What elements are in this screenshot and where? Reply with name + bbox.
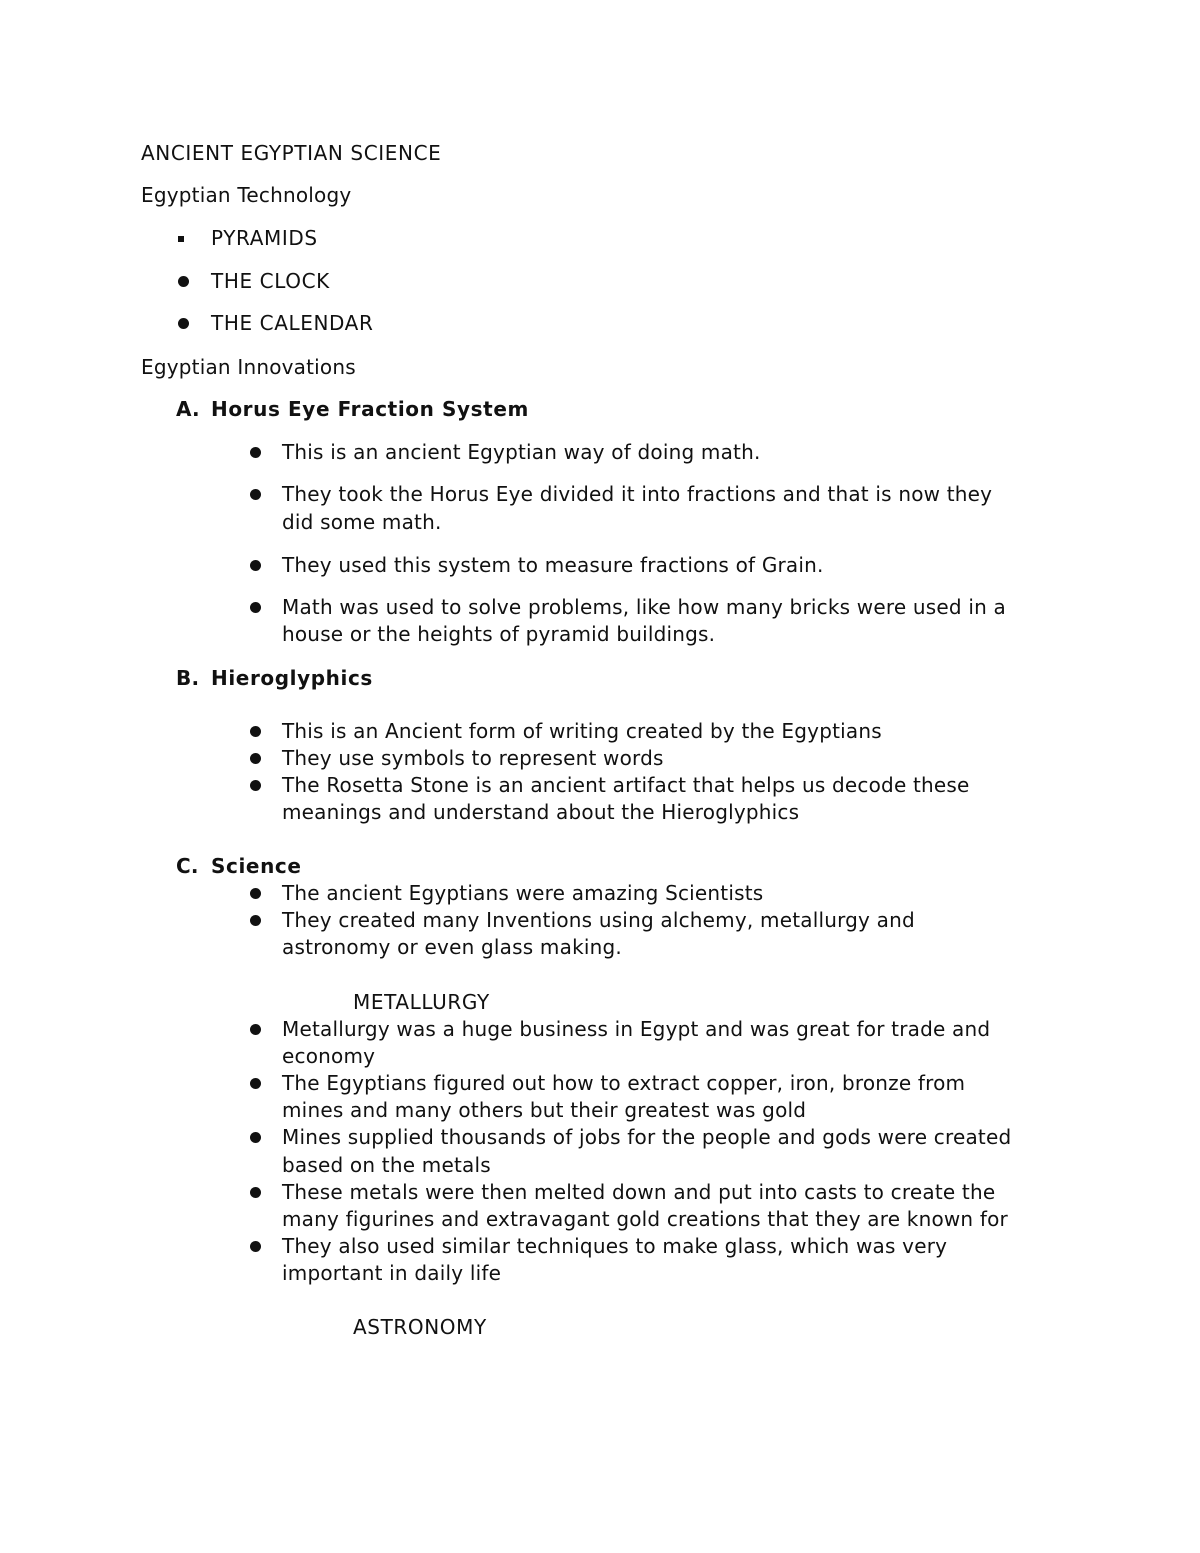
technology-heading: Egyptian Technology — [141, 183, 352, 207]
bullet-dot-icon — [250, 726, 261, 737]
list-item-text-continued: meanings and understand about the Hieroglyphics — [282, 800, 800, 824]
list-item-text-continued: astronomy or even glass making. — [282, 935, 622, 959]
list-item-text: They also used similar techniques to make glass, which was very — [282, 1234, 948, 1258]
bullet-dot-icon — [250, 489, 261, 500]
list-item-text: These metals were then melted down and put into casts to create the — [282, 1180, 996, 1204]
section-b-letter: B. — [176, 666, 200, 690]
technology-item: THE CLOCK — [211, 269, 330, 293]
list-item-text: They created many Inventions using alchemy, metallurgy and — [282, 908, 915, 932]
list-item-text: The Egyptians figured out how to extract copper, iron, bronze from — [282, 1071, 966, 1095]
list-item-text: They took the Horus Eye divided it into fractions and that is now they — [282, 482, 993, 506]
list-item-text: Math was used to solve problems, like how many bricks were used in a — [282, 595, 1006, 619]
bullet-dot-icon — [250, 560, 261, 571]
technology-item: PYRAMIDS — [211, 226, 318, 250]
list-item-text: The ancient Egyptians were amazing Scientists — [282, 881, 764, 905]
list-item-text: The Rosetta Stone is an ancient artifact that helps us decode these — [282, 773, 970, 797]
bullet-dot-icon — [250, 915, 261, 926]
section-c-letter: C. — [176, 854, 199, 878]
list-item-text: Mines supplied thousands of jobs for the people and gods were created — [282, 1125, 1012, 1149]
square-bullet-icon — [178, 236, 184, 242]
list-item-text-continued: economy — [282, 1044, 376, 1068]
list-item-text-continued: important in daily life — [282, 1261, 502, 1285]
bullet-dot-icon — [250, 1241, 261, 1252]
bullet-dot-icon — [250, 1078, 261, 1089]
innovations-heading: Egyptian Innovations — [141, 355, 356, 379]
list-item-text-continued: based on the metals — [282, 1153, 491, 1177]
section-a-letter: A. — [176, 397, 200, 421]
section-b-title: Hieroglyphics — [211, 666, 373, 690]
list-item-text: Metallurgy was a huge business in Egypt and was great for trade and — [282, 1017, 991, 1041]
section-c-title: Science — [211, 854, 302, 878]
bullet-dot-icon — [250, 1024, 261, 1035]
list-item-text-continued: did some math. — [282, 510, 442, 534]
bullet-dot-icon — [250, 1132, 261, 1143]
bullet-dot-icon — [178, 318, 189, 329]
list-item-text-continued: house or the heights of pyramid buildings. — [282, 622, 716, 646]
list-item-text: This is an ancient Egyptian way of doing math. — [282, 440, 761, 464]
list-item-text-continued: mines and many others but their greatest was gold — [282, 1098, 807, 1122]
bullet-dot-icon — [250, 780, 261, 791]
list-item-text: This is an Ancient form of writing created by the Egyptians — [282, 719, 882, 743]
list-item-text: They used this system to measure fractions of Grain. — [282, 553, 824, 577]
astronomy-heading: ASTRONOMY — [353, 1315, 487, 1339]
bullet-dot-icon — [250, 1187, 261, 1198]
section-a-title: Horus Eye Fraction System — [211, 397, 529, 421]
bullet-dot-icon — [250, 888, 261, 899]
metallurgy-heading: METALLURGY — [353, 990, 490, 1014]
bullet-dot-icon — [250, 602, 261, 613]
bullet-dot-icon — [250, 447, 261, 458]
list-item-text-continued: many figurines and extravagant gold creations that they are known for — [282, 1207, 1008, 1231]
list-item-text: They use symbols to represent words — [282, 746, 664, 770]
bullet-dot-icon — [250, 753, 261, 764]
bullet-dot-icon — [178, 276, 189, 287]
technology-item: THE CALENDAR — [211, 311, 374, 335]
document-title: ANCIENT EGYPTIAN SCIENCE — [141, 141, 442, 165]
